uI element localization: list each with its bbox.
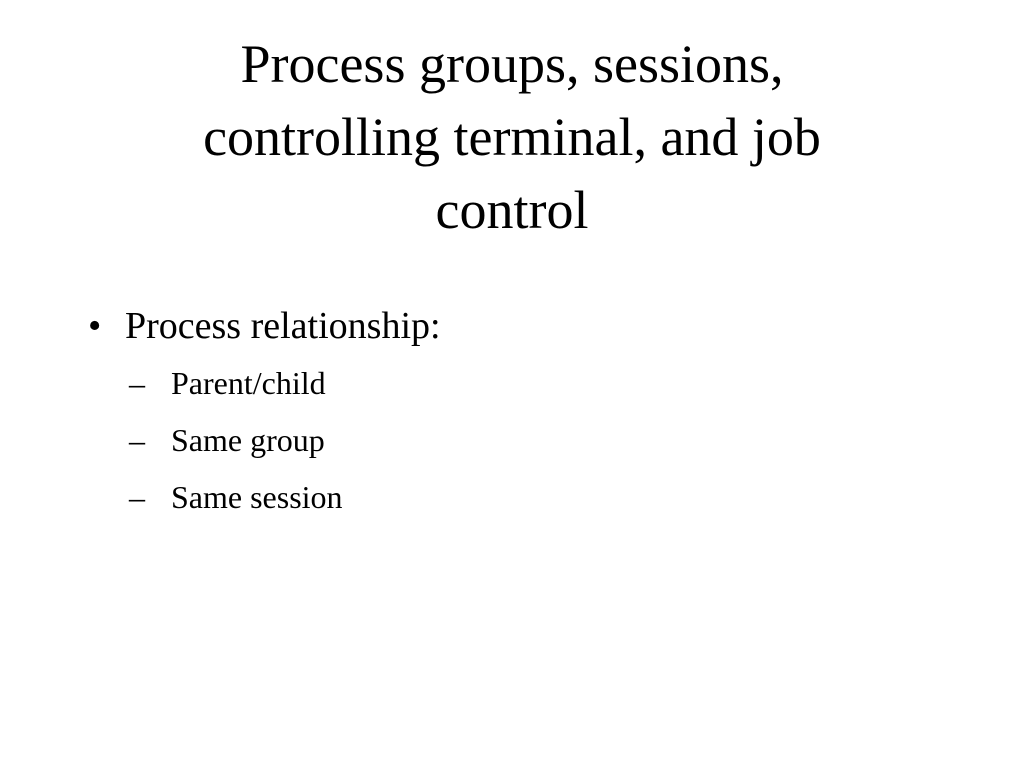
sub-item-text: Same group xyxy=(171,422,325,458)
dash-icon: – xyxy=(129,365,145,401)
sub-bullet-list xyxy=(125,355,948,526)
slide-title xyxy=(80,28,944,247)
sub-item-same-group xyxy=(125,412,948,469)
dash-icon: – xyxy=(129,479,145,515)
title-line-3: control xyxy=(435,180,589,240)
bullet-list xyxy=(88,300,948,526)
dash-icon: – xyxy=(129,422,145,458)
title-line-2: controlling terminal, and job xyxy=(203,107,821,167)
bullet-dot-icon: • xyxy=(88,305,102,347)
sub-item-parent-child xyxy=(125,355,948,412)
bullet-text: Process relationship: xyxy=(125,305,441,347)
bullet-item-process-relationship xyxy=(88,300,948,526)
sub-item-text: Parent/child xyxy=(171,365,326,401)
sub-item-same-session xyxy=(125,469,948,526)
title-line-1: Process groups, sessions, xyxy=(240,34,784,94)
sub-item-text: Same session xyxy=(171,479,343,515)
